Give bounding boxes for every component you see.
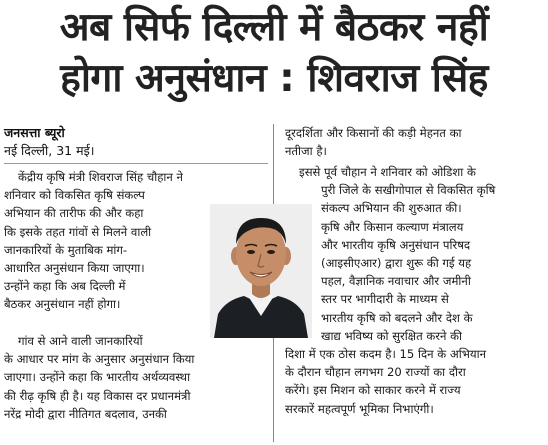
text-line: के दौरान चौहान लगभग 20 राज्यों का दौरा: [285, 365, 466, 380]
text-line: केंद्रीय कृषि मंत्री शिवराज सिंह चौहान ने: [18, 170, 183, 184]
text-line: आधारित अनुसंधान किया जाएगा।: [4, 261, 145, 276]
text-line: शनिवार को विकसित कृषि संकल्प: [4, 188, 145, 203]
text-line: भारतीय कृषि को बदलने और देश के: [321, 310, 473, 325]
text-line: और भारतीय कृषि अनुसंधान परिषद: [321, 237, 471, 252]
text-line: खाद्य भविष्य को सुरक्षित करने की: [321, 328, 463, 343]
text-line: पहल, वैज्ञानिक नवाचार और जमीनी: [321, 274, 471, 289]
text-line: जानकारियों के मुताबिक मांग-: [4, 242, 128, 257]
text-line: कृषि और किसान कल्याण मंत्रालय: [321, 219, 464, 234]
right-para-2: [285, 163, 543, 418]
text-line: सरकारें महत्वपूर्ण भूमिका निभाएंगी।: [285, 401, 434, 416]
text-line: अभियान की तारीफ की और कहा: [4, 206, 144, 221]
text-line: दूरदर्शिता और किसानों की कड़ी मेहनत का: [285, 126, 462, 140]
left-para-2: [4, 332, 268, 423]
text-line: (आइसीएआर) द्वारा शुरू की गई यह: [321, 256, 472, 271]
text-line: उन्होंने कहा कि अब दिल्ली में: [4, 279, 126, 294]
byline-separator: [4, 163, 268, 164]
byline-dateline: नई दिल्ली, 31 मई।: [4, 143, 95, 158]
text-line: स्तर पर भागीदारी के माध्यम से: [321, 292, 449, 307]
text-line: बैठकर अनुसंधान नहीं होगा।: [4, 297, 121, 312]
text-line: की रीढ़ कृषि ही है। यह विकास दर प्रधानमंत्री: [4, 388, 191, 403]
right-para-1: [285, 124, 543, 160]
text-line: नरेंद्र मोदी द्वारा नीतिगत बदलाव, उनकी: [4, 406, 167, 421]
text-line: करेंगे। इस मिशन को साकार करने में राज्य: [285, 383, 461, 398]
text-line: पुरी जिले के सखीगोपाल से विकसित कृषि: [321, 183, 496, 198]
headline-line-1: अब सिर्फ दिल्ली में बैठकर नहीं: [59, 5, 489, 50]
byline-agency: जनसत्ता ब्यूरो: [4, 125, 65, 140]
text-line: नतीजा है।: [285, 144, 327, 159]
text-line: जाएगा। उन्होंने कहा कि भारतीय अर्थव्यवस्था: [4, 370, 191, 385]
text-line: कि इसके तहत गांवों से मिलने वाली: [4, 224, 152, 239]
text-line: के आधार पर मांग के अनुसार अनुसंधान किया: [4, 352, 195, 367]
text-line: गांव से आने वाली जानकारियों: [18, 334, 143, 348]
text-line: संकल्प अभियान की शुरुआत की।: [321, 201, 462, 216]
byline: [4, 124, 94, 160]
text-line: दिशा में एक ठोस कदम है। 15 दिन के अभियान: [285, 347, 487, 362]
text-line: इससे पूर्व चौहान ने शनिवार को ओडिशा के: [299, 165, 476, 179]
headline-line-2: होगा अनुसंधान : शिवराज सिंह: [60, 56, 488, 101]
